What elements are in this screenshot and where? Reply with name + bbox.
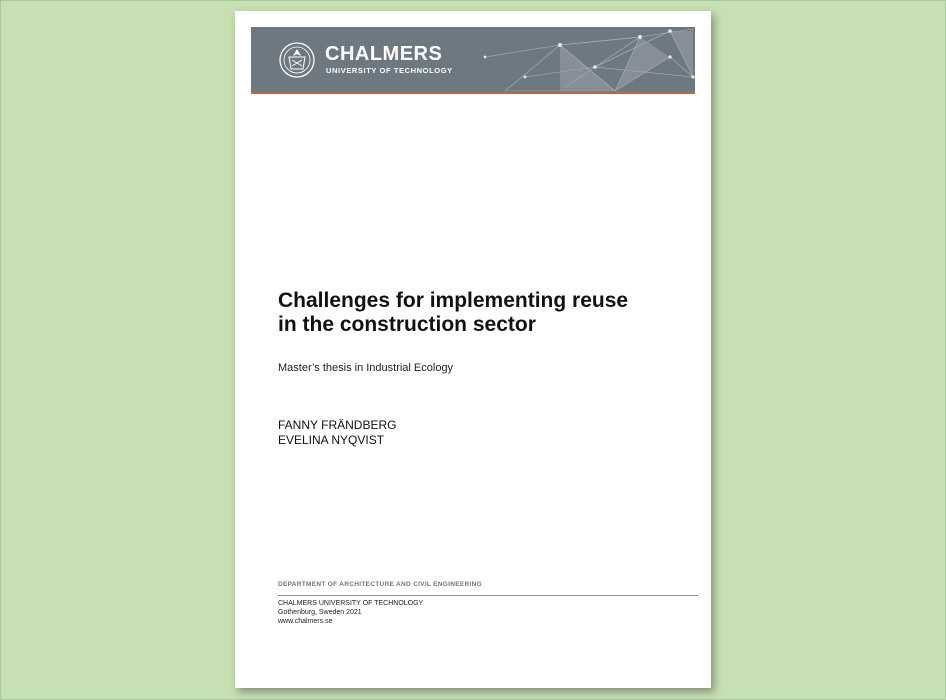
- footer-block: [278, 599, 423, 626]
- footer-divider: [278, 595, 698, 596]
- title-line-1: Challenges for implementing reuse: [278, 289, 629, 312]
- footer-institution: CHALMERS UNIVERSITY OF TECHNOLOGY: [278, 600, 424, 607]
- author-2: EVELINA NYQVIST: [278, 433, 385, 447]
- accent-stripe: [251, 91, 695, 94]
- author-1: FANNY FRÄNDBERG: [278, 418, 397, 432]
- thesis-subtitle: Master’s thesis in Industrial Ecology: [278, 362, 454, 374]
- network-graphic: [465, 27, 695, 91]
- authors-block: [278, 418, 396, 448]
- footer-website: www.chalmers.se: [278, 618, 333, 625]
- header-banner: [251, 27, 695, 91]
- department-label: DEPARTMENT OF ARCHITECTURE AND CIVIL ENGINEERING: [278, 581, 482, 588]
- thesis-title: [278, 289, 698, 337]
- thesis-cover-page: [235, 11, 711, 688]
- brand-name: CHALMERS: [325, 43, 443, 65]
- chalmers-seal-icon: [279, 42, 315, 78]
- footer-location-year: Gothenburg, Sweden 2021: [278, 609, 362, 616]
- brand-subtitle: UNIVERSITY OF TECHNOLOGY: [326, 66, 453, 75]
- title-line-2: in the construction sector: [278, 313, 536, 336]
